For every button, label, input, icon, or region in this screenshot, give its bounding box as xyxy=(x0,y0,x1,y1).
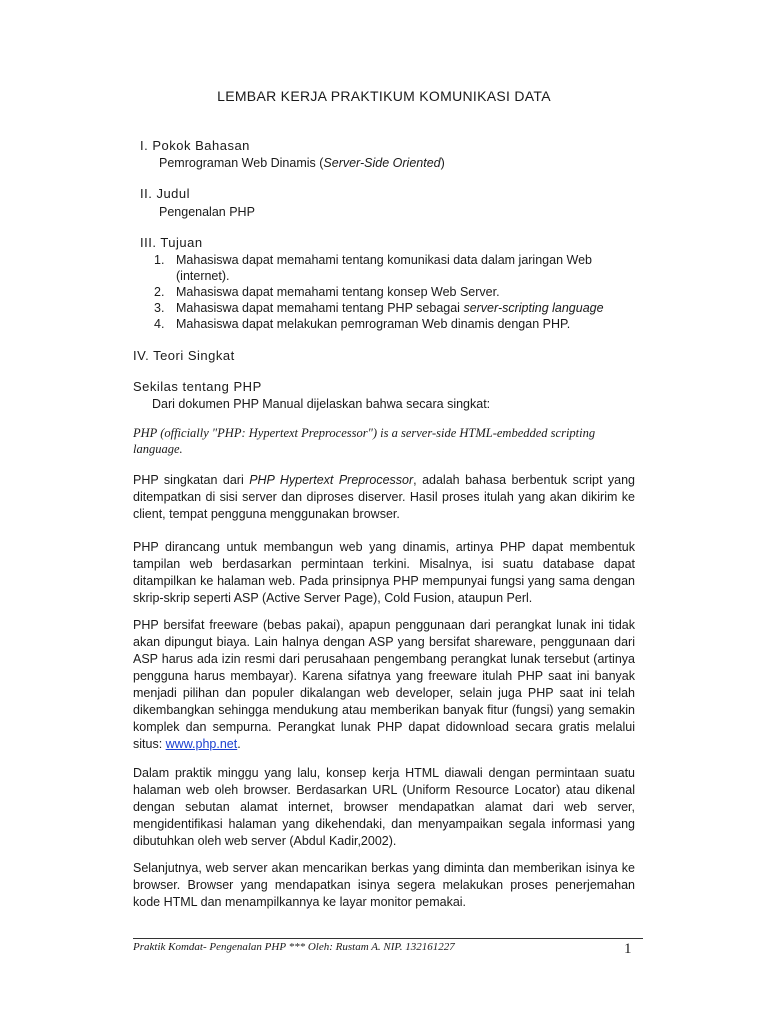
page-number: 1 xyxy=(624,941,632,957)
list-number: 3. xyxy=(154,301,165,315)
italic-run: Server-Side Oriented xyxy=(323,156,441,170)
php-manual-quote: PHP (officially "PHP: Hypertext Preprocessor") is a server-side HTML-embedded scripting language. xyxy=(133,426,596,456)
text-run: PHP singkatan dari xyxy=(133,473,250,487)
paragraph-5: Selanjutnya, web server akan mencarikan berkas yang diminta dan memberikan isinya ke browser. Browser yang mendapatkan isinya segera melakukan proses penerjemahan kode HTML dan menampilkannya ke layar monitor pemakai. xyxy=(133,861,635,909)
paragraph-4: Dalam praktik minggu yang lalu, konsep kerja HTML diawali dengan permintaan suatu halaman web oleh browser. Berdasarkan URL (Uniform Resource Locator) atau dikenal dengan sebutan alamat internet, browser mendapatkan alamat dari web server, mengidentifikasi halaman yang dikehendaki, dan menyampaikan segala informasi yang dibutuhkan oleh web server (Abdul Kadir,2002). xyxy=(133,766,635,848)
php-net-link[interactable]: www.php.net xyxy=(165,737,238,751)
list-text: Mahasiswa dapat memahami tentang komunikasi data dalam jaringan Web (internet). xyxy=(176,253,592,283)
paragraph-3 xyxy=(133,617,635,753)
italic-run: server-scripting language xyxy=(463,301,604,315)
section-heading-pokok-bahasan: I. Pokok Bahasan xyxy=(140,138,250,153)
list-number: 2. xyxy=(154,285,165,299)
section-heading-tujuan: III. Tujuan xyxy=(140,235,203,250)
text-run: . xyxy=(237,737,241,751)
paragraph-2: PHP dirancang untuk membangun web yang dinamis, artinya PHP dapat membentuk tampilan web berdasarkan permintaan terkini. Misalnya, isi suatu database dapat ditampilkan ke halaman web. Pada prinsipnya PHP mempunyai fungsi yang sama dengan skrip-skrip seperti ASP (Active Server Page), Cold Fusion, ataupun Perl. xyxy=(133,540,635,605)
list-item xyxy=(154,316,624,332)
list-text: Mahasiswa dapat melakukan pemrograman Web dinamis dengan PHP. xyxy=(176,317,571,331)
section-heading-teori: IV. Teori Singkat xyxy=(133,348,235,363)
text-run: , adalah bahasa berbentuk script yang ditempatkan di sisi server dan diproses diserver. Hasil proses itulah yang akan dikirim ke client, tempat pengguna menggunakan browser. xyxy=(133,473,635,521)
list-item xyxy=(154,300,624,316)
footer-text: Praktik Komdat- Pengenalan PHP *** Oleh: Rustam A. NIP. 132161227 xyxy=(133,941,455,953)
footer-divider xyxy=(133,938,643,939)
list-text: Mahasiswa dapat memahami tentang konsep Web Server. xyxy=(176,285,500,299)
list-item xyxy=(154,252,624,284)
list-number: 1. xyxy=(154,253,165,267)
section-body-judul: Pengenalan PHP xyxy=(159,205,255,219)
goals-list xyxy=(154,252,624,332)
section-heading-judul: II. Judul xyxy=(140,186,191,201)
intro-text: Dari dokumen PHP Manual dijelaskan bahwa secara singkat: xyxy=(152,397,491,411)
subheading-sekilas-php: Sekilas tentang PHP xyxy=(133,379,262,394)
list-number: 4. xyxy=(154,317,165,331)
text-run: PHP bersifat freeware (bebas pakai), apapun penggunaan dari perangkat lunak ini tidak akan dipungut biaya. Lain halnya dengan ASP yang bersifat shareware, penggunaan dari ASP harus ada izin resmi dari perusahaan pengembang perangkat lunak tersebut (artinya pengguna harus membayar). Karena sifatnya yang freeware itulah PHP saat ini banyak menjadi pilihan dan populer dikalangan web developer, selain juga PHP saat ini telah dikembangkan sehingga mendukung atau memberikan banyak fitur (fungsi) yang semakin komplek dan sempurna. Perangkat lunak PHP dapat didownload secara gratis melalui situs: xyxy=(133,618,635,751)
list-item xyxy=(154,284,624,300)
section-body-pokok-bahasan xyxy=(159,156,445,170)
text-run: Pemrograman Web Dinamis ( xyxy=(159,156,324,170)
list-text: Mahasiswa dapat memahami tentang PHP sebagai xyxy=(176,301,464,315)
page-title: LEMBAR KERJA PRAKTIKUM KOMUNIKASI DATA xyxy=(217,88,551,104)
italic-run: PHP Hypertext Preprocessor xyxy=(249,473,414,487)
paragraph-1 xyxy=(133,472,635,523)
text-run: ) xyxy=(440,156,445,170)
